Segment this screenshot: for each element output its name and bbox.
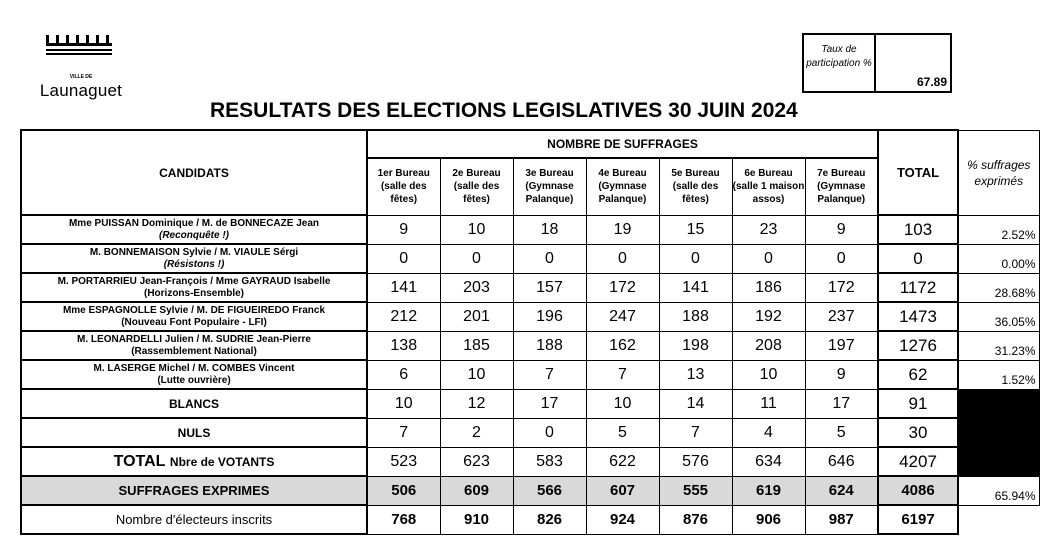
votants-row bbox=[21, 447, 1039, 476]
candidate-party: (Résistons !) bbox=[163, 258, 225, 270]
bureau-header: 4e Bureau (Gymnase Palanque) bbox=[586, 158, 659, 215]
candidate-row bbox=[21, 302, 1039, 331]
blancs-row bbox=[21, 389, 1039, 418]
vote-count: 576 bbox=[659, 447, 732, 476]
vote-count: 624 bbox=[805, 476, 878, 505]
pct-header: % suffrages exprimés bbox=[958, 130, 1039, 215]
vote-count: 906 bbox=[732, 505, 805, 534]
vote-count: 141 bbox=[659, 273, 732, 302]
candidate-name: M. LASERGE Michel / M. COMBES Vincent bbox=[93, 362, 295, 374]
candidate-cell bbox=[21, 360, 367, 389]
vote-count: 157 bbox=[513, 273, 586, 302]
vote-count: 609 bbox=[440, 476, 513, 505]
vote-count: 7 bbox=[586, 360, 659, 389]
exprimes-row bbox=[21, 476, 1039, 505]
vote-count: 9 bbox=[805, 215, 878, 244]
vote-count: 13 bbox=[659, 360, 732, 389]
vote-count: 197 bbox=[805, 331, 878, 360]
vote-count: 203 bbox=[440, 273, 513, 302]
blacked-out-cell bbox=[958, 389, 1039, 418]
candidate-total: 1172 bbox=[878, 273, 958, 302]
bureau-header: 5e Bureau (salle des fêtes) bbox=[659, 158, 732, 215]
candidate-total: 1473 bbox=[878, 302, 958, 331]
candidate-row bbox=[21, 360, 1039, 389]
vote-count: 14 bbox=[659, 389, 732, 418]
exprimes-total: 4086 bbox=[878, 476, 958, 505]
inscrits-total: 6197 bbox=[878, 505, 958, 534]
bureau-header: 6e Bureau (salle 1 maison assos) bbox=[732, 158, 805, 215]
vote-count: 141 bbox=[367, 273, 440, 302]
suffrages-group-header: NOMBRE DE SUFFRAGES bbox=[367, 130, 878, 158]
candidate-pct: 28.68% bbox=[958, 273, 1039, 302]
vote-count: 10 bbox=[440, 360, 513, 389]
vote-count: 10 bbox=[586, 389, 659, 418]
vote-count: 583 bbox=[513, 447, 586, 476]
inscrits-row bbox=[21, 505, 1039, 534]
candidate-cell bbox=[21, 244, 367, 273]
candidate-name: M. PORTARRIEU Jean-François / Mme GAYRAUD Isabelle bbox=[57, 275, 331, 287]
vote-count: 172 bbox=[805, 273, 878, 302]
vote-count: 634 bbox=[732, 447, 805, 476]
vote-count: 623 bbox=[440, 447, 513, 476]
vote-count: 185 bbox=[440, 331, 513, 360]
vote-count: 7 bbox=[367, 418, 440, 447]
candidate-total: 0 bbox=[878, 244, 958, 273]
candidate-total: 103 bbox=[878, 215, 958, 244]
candidate-row bbox=[21, 215, 1039, 244]
candidate-cell bbox=[21, 302, 367, 331]
candidate-row bbox=[21, 273, 1039, 302]
ville-label: VILLE DE bbox=[69, 74, 93, 80]
candidate-name: M. BONNEMAISON Sylvie / M. VIAULE Sérgi bbox=[89, 246, 299, 258]
vote-count: 247 bbox=[586, 302, 659, 331]
inscrits-label-cell: Nombre d'électeurs inscrits bbox=[21, 505, 367, 534]
exprimes-label-cell: SUFFRAGES EXPRIMES bbox=[21, 476, 367, 505]
vote-count: 876 bbox=[659, 505, 732, 534]
candidate-party: (Lutte ouvrière) bbox=[157, 374, 231, 386]
vote-count: 18 bbox=[513, 215, 586, 244]
vote-count: 188 bbox=[513, 331, 586, 360]
vote-count: 7 bbox=[659, 418, 732, 447]
vote-count: 188 bbox=[659, 302, 732, 331]
candidate-party: (Reconquête !) bbox=[159, 229, 229, 241]
participation-label: Taux de participation % bbox=[804, 35, 876, 91]
candidate-row bbox=[21, 331, 1039, 360]
candidate-pct: 36.05% bbox=[958, 302, 1039, 331]
vote-count: 0 bbox=[659, 244, 732, 273]
vote-count: 619 bbox=[732, 476, 805, 505]
vote-count: 0 bbox=[732, 244, 805, 273]
blacked-out-cell bbox=[958, 447, 1039, 476]
vote-count: 523 bbox=[367, 447, 440, 476]
nuls-label-cell: NULS bbox=[21, 418, 367, 447]
candidate-cell bbox=[21, 215, 367, 244]
candidate-name: Mme PUISSAN Dominique / M. de BONNECAZE Jean bbox=[68, 217, 320, 229]
empty-cell bbox=[958, 505, 1039, 534]
bureau-header: 1er Bureau (salle des fêtes) bbox=[367, 158, 440, 215]
vote-count: 10 bbox=[732, 360, 805, 389]
town-logo bbox=[36, 34, 126, 104]
town-name: Launaguet bbox=[39, 81, 123, 100]
candidates-header: CANDIDATS bbox=[21, 130, 367, 215]
vote-count: 646 bbox=[805, 447, 878, 476]
vote-count: 506 bbox=[367, 476, 440, 505]
vote-count: 19 bbox=[586, 215, 659, 244]
candidate-cell bbox=[21, 331, 367, 360]
candidate-pct: 0.00% bbox=[958, 244, 1039, 273]
vote-count: 17 bbox=[513, 389, 586, 418]
vote-count: 15 bbox=[659, 215, 732, 244]
vote-count: 987 bbox=[805, 505, 878, 534]
participation-box bbox=[802, 33, 952, 93]
vote-count: 9 bbox=[367, 215, 440, 244]
total-header: TOTAL bbox=[878, 130, 958, 215]
candidate-pct: 1.52% bbox=[958, 360, 1039, 389]
vote-count: 5 bbox=[586, 418, 659, 447]
nuls-row bbox=[21, 418, 1039, 447]
vote-count: 10 bbox=[367, 389, 440, 418]
vote-count: 9 bbox=[805, 360, 878, 389]
candidate-party: (Rassemblement National) bbox=[131, 345, 257, 357]
participation-value: 67.89 bbox=[916, 75, 947, 89]
votants-label: Nbre de VOTANTS bbox=[169, 454, 275, 469]
crown-emblem-icon bbox=[36, 34, 126, 74]
candidate-cell bbox=[21, 273, 367, 302]
candidate-pct: 2.52% bbox=[958, 215, 1039, 244]
vote-count: 162 bbox=[586, 331, 659, 360]
total-label: TOTAL bbox=[113, 452, 166, 470]
vote-count: 0 bbox=[586, 244, 659, 273]
vote-count: 198 bbox=[659, 331, 732, 360]
nuls-total: 30 bbox=[878, 418, 958, 447]
vote-count: 12 bbox=[440, 389, 513, 418]
vote-count: 5 bbox=[805, 418, 878, 447]
participation-value-cell bbox=[876, 35, 950, 91]
vote-count: 622 bbox=[586, 447, 659, 476]
vote-count: 172 bbox=[586, 273, 659, 302]
vote-count: 208 bbox=[732, 331, 805, 360]
vote-count: 4 bbox=[732, 418, 805, 447]
vote-count: 186 bbox=[732, 273, 805, 302]
candidate-name: M. LEONARDELLI Julien / M. SUDRIE Jean-Pierre bbox=[77, 333, 311, 345]
exprimes-pct: 65.94% bbox=[958, 476, 1039, 505]
vote-count: 0 bbox=[367, 244, 440, 273]
blancs-total: 91 bbox=[878, 389, 958, 418]
bureau-header: 7e Bureau (Gymnase Palanque) bbox=[805, 158, 878, 215]
vote-count: 566 bbox=[513, 476, 586, 505]
blacked-out-cell bbox=[958, 418, 1039, 447]
candidate-total: 62 bbox=[878, 360, 958, 389]
vote-count: 10 bbox=[440, 215, 513, 244]
candidate-party: (Horizons-Ensemble) bbox=[143, 287, 244, 299]
candidate-total: 1276 bbox=[878, 331, 958, 360]
vote-count: 6 bbox=[367, 360, 440, 389]
vote-count: 237 bbox=[805, 302, 878, 331]
vote-count: 138 bbox=[367, 331, 440, 360]
vote-count: 2 bbox=[440, 418, 513, 447]
blancs-label-cell: BLANCS bbox=[21, 389, 367, 418]
vote-count: 0 bbox=[805, 244, 878, 273]
candidate-party: (Nouveau Font Populaire - LFI) bbox=[121, 316, 267, 328]
vote-count: 0 bbox=[440, 244, 513, 273]
vote-count: 910 bbox=[440, 505, 513, 534]
vote-count: 11 bbox=[732, 389, 805, 418]
vote-count: 201 bbox=[440, 302, 513, 331]
candidate-pct: 31.23% bbox=[958, 331, 1039, 360]
vote-count: 0 bbox=[513, 244, 586, 273]
vote-count: 0 bbox=[513, 418, 586, 447]
vote-count: 607 bbox=[586, 476, 659, 505]
vote-count: 17 bbox=[805, 389, 878, 418]
vote-count: 826 bbox=[513, 505, 586, 534]
bureau-header: 3e Bureau (Gymnase Palanque) bbox=[513, 158, 586, 215]
vote-count: 924 bbox=[586, 505, 659, 534]
vote-count: 192 bbox=[732, 302, 805, 331]
vote-count: 7 bbox=[513, 360, 586, 389]
votants-label-cell bbox=[21, 447, 367, 476]
bureau-header: 2e Bureau (salle des fêtes) bbox=[440, 158, 513, 215]
vote-count: 196 bbox=[513, 302, 586, 331]
vote-count: 555 bbox=[659, 476, 732, 505]
results-table bbox=[20, 129, 1040, 535]
candidate-name: Mme ESPAGNOLLE Sylvie / M. DE FIGUEIREDO Franck bbox=[62, 304, 326, 316]
vote-count: 23 bbox=[732, 215, 805, 244]
candidate-row bbox=[21, 244, 1039, 273]
page-title: RESULTATS DES ELECTIONS LEGISLATIVES 30 JUIN 2024 bbox=[210, 99, 798, 122]
vote-count: 768 bbox=[367, 505, 440, 534]
votants-total: 4207 bbox=[878, 447, 958, 476]
vote-count: 212 bbox=[367, 302, 440, 331]
